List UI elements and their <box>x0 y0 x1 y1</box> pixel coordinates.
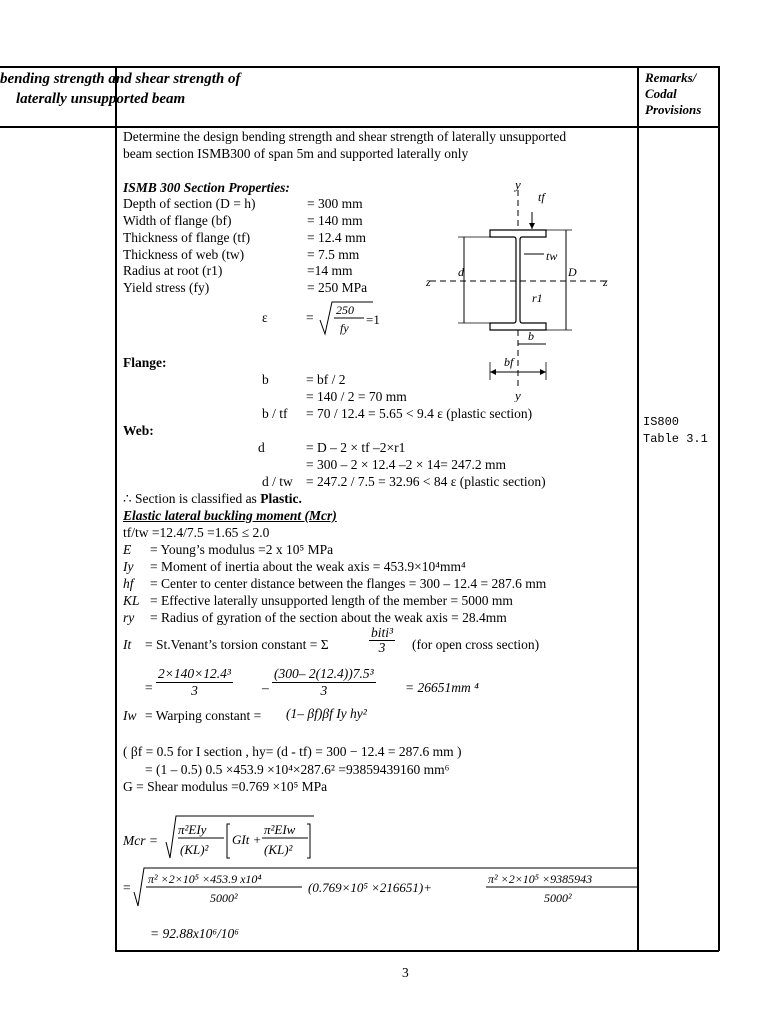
right-table-border <box>718 66 720 951</box>
it-eq-term1 <box>156 666 233 698</box>
header-row-border <box>0 126 719 128</box>
it-symbol: It <box>123 637 132 652</box>
def-KL-symbol: KL <box>123 593 140 608</box>
diagram-d-label: d <box>458 265 464 279</box>
mcr-formula <box>164 812 324 864</box>
classification-line <box>123 491 302 507</box>
sub-equals: = <box>123 880 131 895</box>
mcr-final: = 92.88x10⁶/10⁶ <box>150 926 239 941</box>
epsilon-denominator: fy <box>340 321 349 335</box>
mcr-substitution <box>132 864 637 910</box>
web-d-eq1: = D – 2 × tf –2×r1 <box>306 440 406 455</box>
prop-value-flange-width: = 140 mm <box>307 213 363 228</box>
remarks-header-line3: Provisions <box>645 102 702 117</box>
it-eq-minus: – <box>262 680 269 695</box>
problem-line2: beam section ISMB300 of span 5m and supported laterally only <box>123 146 469 161</box>
diagram-D-label: D <box>568 265 577 279</box>
flange-btf-symbol: b / tf <box>262 406 288 421</box>
page-number: 3 <box>402 965 409 980</box>
diagram-b-label: b <box>528 329 534 343</box>
table-top-border <box>0 66 719 68</box>
it-note: (for open cross section) <box>412 637 540 652</box>
remarks-header-line2: Codal <box>645 86 677 101</box>
left-column-border <box>115 66 117 951</box>
it-fraction-num: biti³ <box>371 625 394 640</box>
prop-label-flange-width: Width of flange (bf) <box>123 213 232 228</box>
sub-term2: (0.769×10⁵ ×216651)+ <box>308 880 432 895</box>
beta-line: ( βf = 0.5 for I section , hy= (d - tf) = 300 − 12.4 = 287.6 mm ) <box>123 744 462 759</box>
prop-label-root-radius: Radius at root (r1) <box>123 263 223 278</box>
def-KL-text: = Effective laterally unsupported length of the member = 5000 mm <box>150 593 513 608</box>
elb-heading: Elastic lateral buckling moment (Mcr) <box>123 508 337 523</box>
i-section-diagram <box>420 176 620 402</box>
prop-label-web-thickness: Thickness of web (tw) <box>123 247 245 262</box>
epsilon-result: =1 <box>366 312 380 327</box>
it-text: = St.Venant’s torsion constant = Σ <box>145 637 329 652</box>
it-fraction-den: 3 <box>378 640 386 656</box>
iw-formula: (1– βf)βf Iy hy² <box>286 706 367 721</box>
def-ry-text: = Radius of gyration of the section about the weak axis = 28.4mm <box>150 610 507 625</box>
g-line: G = Shear modulus =0.769 ×10⁵ MPa <box>123 779 328 794</box>
def-hf-text: = Center to center distance between the flanges = 300 – 12.4 = 287.6 mm <box>150 576 547 591</box>
epsilon-numerator: 250 <box>336 303 354 317</box>
it-eq-term1-den: 3 <box>191 682 198 698</box>
sub-term1-den: 5000² <box>210 891 238 905</box>
def-E-symbol: E <box>123 542 132 557</box>
it-eq-term2-num: (300– 2(12.4))7.5³ <box>274 666 374 681</box>
web-d-eq2: = 300 – 2 × 12.4 –2 × 14= 247.2 mm <box>306 457 506 472</box>
remarks-code-line1: IS800 <box>643 415 680 429</box>
remarks-header-line1: Remarks/ <box>645 70 697 85</box>
remarks-code-line2: Table 3.1 <box>643 432 708 446</box>
diagram-y-top: y <box>515 177 521 192</box>
epsilon-equals: = <box>306 310 314 325</box>
it-eq-equals: = <box>145 680 153 695</box>
prop-value-root-radius: =14 mm <box>307 263 353 278</box>
iw-text: = Warping constant = <box>145 708 262 723</box>
mcr-formula-b: GIt + <box>232 832 262 847</box>
mcr-lhs: Mcr = <box>123 833 158 848</box>
web-dtw-eq: = 247.2 / 7.5 = 32.96 < 84 ε (plastic section) <box>306 474 546 489</box>
diagram-y-bottom: y <box>515 388 521 402</box>
diagram-z-right: z <box>603 275 608 289</box>
flange-b-eq2: = 140 / 2 = 70 mm <box>306 389 407 404</box>
it-eq-term2-den: 3 <box>320 682 328 698</box>
def-Iy-text: = Moment of inertia about the weak axis = 453.9×10⁴mm⁴ <box>150 559 466 574</box>
it-fraction <box>369 626 395 655</box>
sub-term3-num: π² ×2×10⁵ ×9385943 <box>488 872 593 886</box>
remarks-column-border <box>637 66 639 951</box>
diagram-r1-label: r1 <box>532 291 543 305</box>
mcr-formula-c: π²EIw <box>264 822 296 837</box>
it-eq-term1-num: 2×140×12.4³ <box>158 666 231 681</box>
prop-value-yield-stress: = 250 MPa <box>307 280 368 295</box>
def-E-text: = Young’s modulus =2 x 10⁵ MPa <box>150 542 334 557</box>
mcr-formula-a: π²EIy <box>178 822 207 837</box>
prop-label-yield-stress: Yield stress (fy) <box>123 280 210 295</box>
epsilon-symbol: ε <box>262 310 268 325</box>
iw-symbol: Iw <box>123 708 137 723</box>
flange-btf-eq: = 70 / 12.4 = 5.65 < 9.4 ε (plastic section) <box>306 406 533 421</box>
mcr-formula-a-den: (KL)² <box>180 842 209 857</box>
web-d-symbol: d <box>258 440 265 455</box>
web-dtw-symbol: d / tw <box>262 474 293 489</box>
it-eq-term2 <box>272 666 376 698</box>
properties-heading: ISMB 300 Section Properties: <box>123 180 290 195</box>
epsilon-formula <box>318 296 388 340</box>
sub-term1-num: π² ×2×10⁵ ×453.9 x10⁴ <box>148 872 262 886</box>
def-Iy-symbol: Iy <box>123 559 134 574</box>
flange-heading: Flange: <box>123 355 167 370</box>
diagram-tw-label: tw <box>546 249 558 263</box>
problem-line1: Determine the design bending strength and shear strength of laterally unsupported <box>123 129 567 144</box>
web-heading: Web: <box>123 423 154 438</box>
diagram-bf-label: bf <box>504 355 514 369</box>
header-title-line2: laterally unsupported beam <box>16 91 186 107</box>
diagram-z-left: z <box>426 275 431 289</box>
iw-value: = (1 – 0.5) 0.5 ×453.9 ×10⁴×287.6² =93859439160 mm⁶ <box>145 762 450 777</box>
flange-b-eq1: = bf / 2 <box>306 372 346 387</box>
prop-value-flange-thickness: = 12.4 mm <box>307 230 366 245</box>
classification-result: Plastic. <box>260 491 302 506</box>
prop-value-web-thickness: = 7.5 mm <box>307 247 360 262</box>
header-title-line1: bending strength and shear strength of <box>0 71 241 87</box>
def-ry-symbol: ry <box>123 610 135 625</box>
def-hf-symbol: hf <box>123 576 134 591</box>
diagram-tf-label: tf <box>538 190 545 204</box>
prop-label-depth: Depth of section (D = h) <box>123 196 256 211</box>
prop-label-flange-thickness: Thickness of flange (tf) <box>123 230 251 245</box>
prop-value-depth: = 300 mm <box>307 196 363 211</box>
flange-b-symbol: b <box>262 372 269 387</box>
classification-prefix: ∴ Section is classified as <box>123 491 261 506</box>
mcr-formula-c-den: (KL)² <box>264 842 293 857</box>
table-bottom-border <box>115 950 719 952</box>
it-eq-result: = 26651mm ⁴ <box>405 680 479 695</box>
elb-ratio: tf/tw =12.4/7.5 =1.65 ≤ 2.0 <box>123 525 270 540</box>
sub-term3-den: 5000² <box>544 891 572 905</box>
